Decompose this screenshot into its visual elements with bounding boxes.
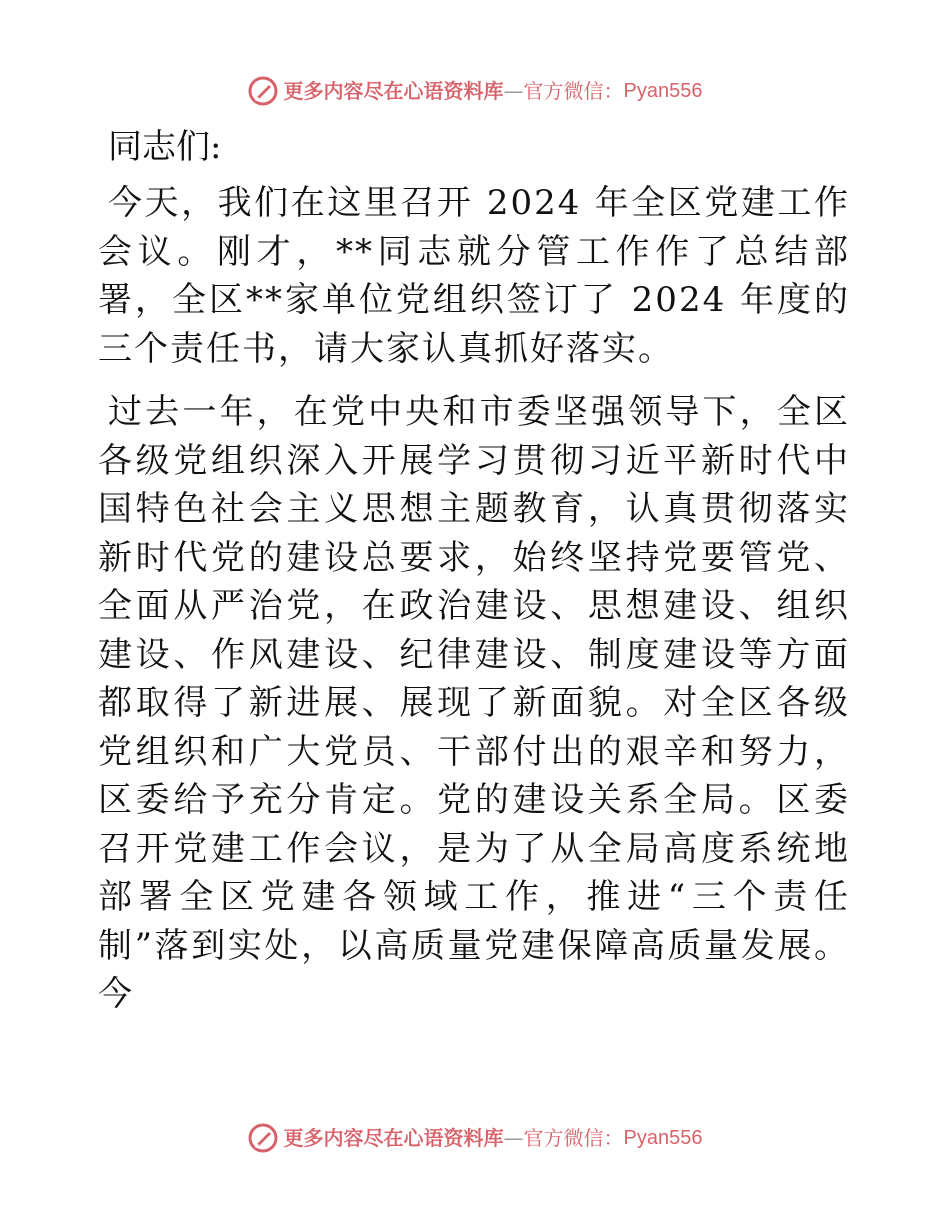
quill-pen-logo-icon [248, 76, 278, 106]
greeting: 同志们: [108, 127, 222, 167]
header-watermark-banner [0, 71, 950, 111]
banner-dash: — [503, 1126, 524, 1150]
banner-main-text: 更多内容尽在心语资料库 [283, 1126, 504, 1150]
quill-pen-logo-icon [248, 1123, 278, 1153]
banner-wechat-label: 官方微信： [523, 79, 624, 103]
banner-main-text: 更多内容尽在心语资料库 [283, 79, 504, 103]
banner-wechat-id: Pyan556 [623, 1127, 703, 1149]
banner-wechat-id: Pyan556 [623, 80, 703, 102]
footer-watermark-banner [0, 1118, 950, 1158]
banner-dash: — [503, 79, 524, 103]
document-body [98, 125, 850, 1034]
paragraph: 过去一年，在党中央和市委坚强领导下，全区各级党组织深入开展学习贯彻习近平新时代中国特色社会主义思想主题教育，认真贯彻落实新时代党的建设总要求，始终坚持党要管党、全面从严治党，在政治建设、思想建设、组织建设、作风建设、纪律建设、制度建设等方面都取得了新进展、展现了新面貌。对全区各级党组织和广大党员、干部付出的艰辛和努力，区委给予充分肯定。党的建设关系全局。区委召开党建工作会议，是为了从全局高度系统地部署全区党建各领域工作，推进“三个责任制”落到实处，以高质量党建保障高质量发展。今 [98, 392, 850, 1014]
banner-wechat-label: 官方微信： [523, 1126, 624, 1150]
paragraph: 今天，我们在这里召开 2024 年全区党建工作会议。刚才，**同志就分管工作作了总结部署，全区**家单位党组织签订了 2024 年度的三个责任书，请大家认真抓好落实。 [98, 183, 850, 369]
